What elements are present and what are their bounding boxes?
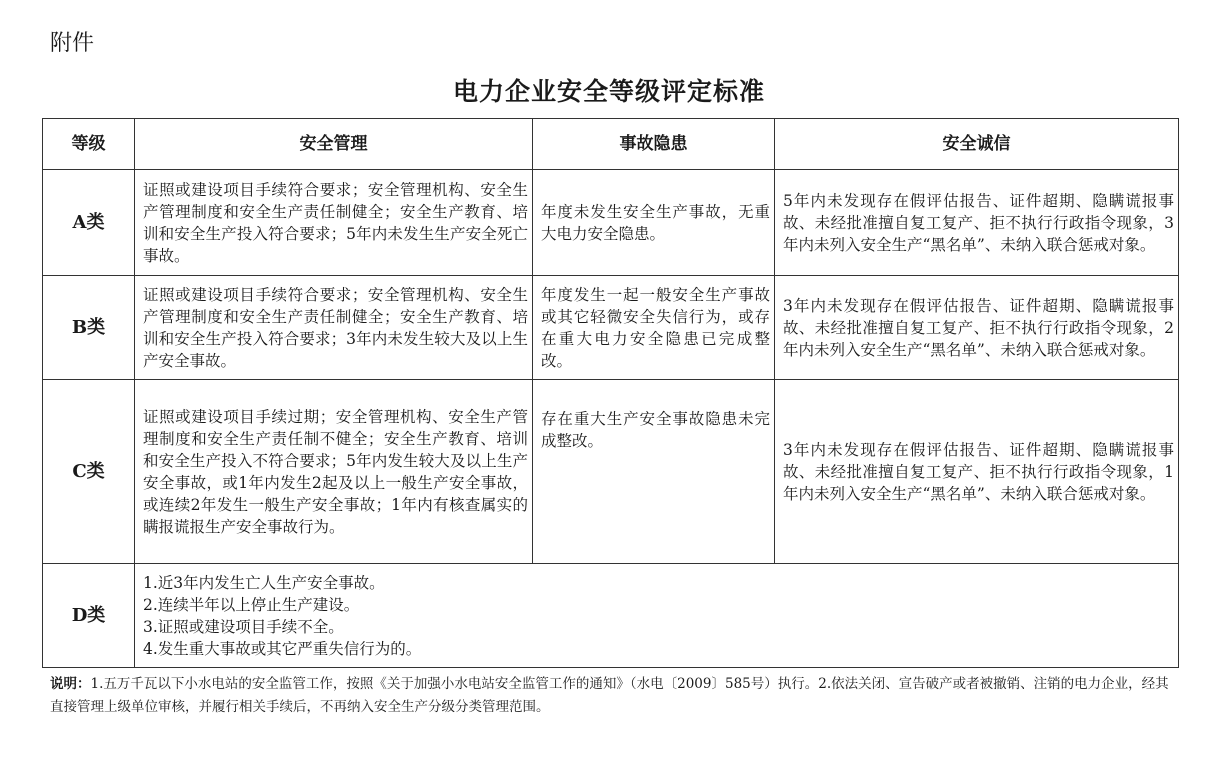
hazard-cell-c: 存在重大生产安全事故隐患未完成整改。 bbox=[533, 380, 775, 564]
integrity-cell-b: 3年内未发现存在假评估报告、证件超期、隐瞒谎报事故、未经批准擅自复工复产、拒不执行行政指令现象，2年内未列入安全生产“黑名单”、未纳入联合惩戒对象。 bbox=[775, 276, 1179, 380]
d-criterion-item: 1.近3年内发生亡人生产安全事故。 bbox=[143, 573, 385, 592]
grade-cell-a: A类 bbox=[43, 170, 135, 276]
management-cell-a: 证照或建设项目手续符合要求；安全管理机构、安全生产管理制度和安全生产责任制健全；安全生产教育、培训和安全生产投入符合要求；5年内未发生生产安全死亡事故。 bbox=[135, 170, 533, 276]
management-cell-c: 证照或建设项目手续过期；安全管理机构、安全生产管理制度和安全生产责任制不健全；安全生产教育、培训和安全生产投入不符合要求；5年内发生较大及以上生产安全事故，或1年内发生2起及以上一般生产安全事故，或连续2年发生一般生产安全事故；1年内有核查属实的瞒报谎报生产安全事故行为。 bbox=[135, 380, 533, 564]
grade-cell-d: D类 bbox=[43, 564, 135, 668]
table-row-d bbox=[43, 564, 1179, 668]
document-title: 电力企业安全等级评定标准 bbox=[452, 77, 765, 106]
hazard-cell-a: 年度未发生安全生产事故，无重大电力安全隐患。 bbox=[533, 170, 775, 276]
explanatory-note bbox=[50, 673, 1175, 719]
header-hazard: 事故隐患 bbox=[533, 119, 775, 170]
note-text: 1.五万千瓦以下小水电站的安全监管工作，按照《关于加强小水电站安全监管工作的通知》（水电〔2009〕585号）执行。2.依法关闭、宣告破产或者被撤销、注销的电力企业，经其直接管理上级单位审核，并履行相关手续后，不再纳入安全生产分级分类管理范围。 bbox=[50, 676, 1169, 715]
table-header-row bbox=[43, 119, 1179, 170]
table-row-a bbox=[43, 170, 1179, 276]
d-criterion-item: 4.发生重大事故或其它严重失信行为的。 bbox=[143, 639, 422, 658]
header-grade: 等级 bbox=[43, 119, 135, 170]
attachment-label: 附件 bbox=[50, 31, 95, 56]
hazard-cell-b: 年度发生一起一般安全生产事故或其它轻微安全失信行为，或存在重大电力安全隐患已完成整改。 bbox=[533, 276, 775, 380]
note-label: 说明： bbox=[50, 676, 91, 692]
grade-standard-table bbox=[42, 118, 1179, 668]
d-criterion-item: 3.证照或建设项目手续不全。 bbox=[143, 617, 344, 636]
management-cell-b: 证照或建设项目手续符合要求；安全管理机构、安全生产管理制度和安全生产责任制健全；安全生产教育、培训和安全生产投入符合要求；3年内未发生较大及以上生产安全事故。 bbox=[135, 276, 533, 380]
table-row-c bbox=[43, 380, 1179, 564]
integrity-cell-a: 5年内未发现存在假评估报告、证件超期、隐瞒谎报事故、未经批准擅自复工复产、拒不执行行政指令现象，3年内未列入安全生产“黑名单”、未纳入联合惩戒对象。 bbox=[775, 170, 1179, 276]
grade-cell-c: C类 bbox=[43, 380, 135, 564]
grade-cell-b: B类 bbox=[43, 276, 135, 380]
header-integrity: 安全诚信 bbox=[775, 119, 1179, 170]
header-management: 安全管理 bbox=[135, 119, 533, 170]
integrity-cell-c: 3年内未发现存在假评估报告、证件超期、隐瞒谎报事故、未经批准擅自复工复产、拒不执行行政指令现象，1年内未列入安全生产“黑名单”、未纳入联合惩戒对象。 bbox=[775, 380, 1179, 564]
d-criteria-cell bbox=[135, 564, 1179, 668]
table-row-b bbox=[43, 276, 1179, 380]
d-criterion-item: 2.连续半年以上停止生产建设。 bbox=[143, 595, 360, 614]
